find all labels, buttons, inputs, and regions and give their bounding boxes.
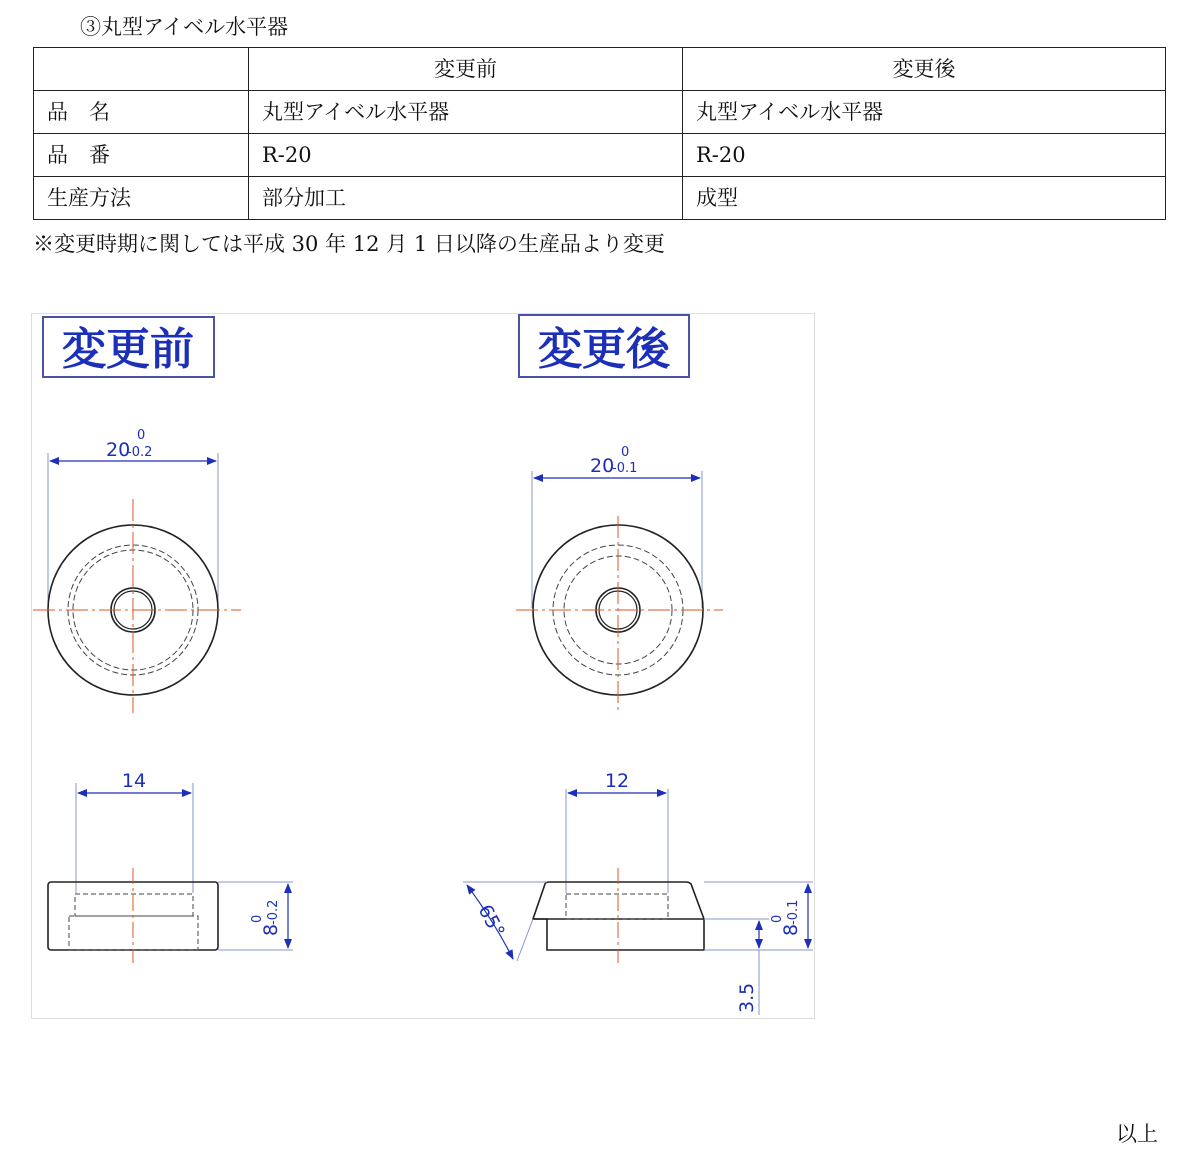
table-row (34, 91, 1166, 134)
row-before-value: 部分加工 (249, 177, 683, 220)
after-diameter-value: 20 (590, 455, 615, 477)
after-width-value: 12 (604, 770, 630, 792)
before-diameter-upper-tol: 0 (137, 428, 146, 443)
row-before-value: 丸型アイベル水平器 (249, 91, 683, 134)
after-height-value: 8 (780, 923, 802, 936)
after-height-upper-tol: 0 (770, 914, 785, 923)
after-diameter-lower-tol: -0.1 (612, 461, 638, 476)
after-angle-value: 65° (473, 901, 509, 942)
before-width-value: 14 (121, 770, 147, 792)
row-after-value: 成型 (683, 177, 1166, 220)
after-diameter-upper-tol: 0 (621, 445, 630, 460)
before-diameter-lower-tol: -0.2 (127, 445, 153, 460)
closing-mark: 以上 (1116, 1122, 1158, 1146)
spec-table (33, 47, 1166, 220)
after-height-lower-tol: -0.1 (786, 899, 801, 925)
row-label: 生産方法 (34, 177, 249, 220)
table-header-after: 変更後 (683, 48, 1166, 91)
before-diameter-value: 20 (106, 439, 131, 461)
row-before-value: R-20 (249, 134, 683, 177)
before-label: 変更前 (62, 324, 194, 375)
before-height-lower-tol: -0.2 (266, 899, 281, 925)
table-header-blank (34, 48, 249, 91)
row-after-value: R-20 (683, 134, 1166, 177)
section-heading: ③丸型アイベル水平器 (80, 15, 289, 39)
table-header-row (34, 48, 1166, 91)
table-row (34, 134, 1166, 177)
before-height-value: 8 (260, 923, 282, 936)
technical-drawing (31, 313, 815, 1019)
change-note: ※変更時期に関しては平成 30 年 12 月 1 日以降の生産品より変更 (33, 232, 665, 256)
after-base-height-value: 3.5 (736, 982, 758, 1013)
row-label: 品 名 (34, 91, 249, 134)
after-label: 変更後 (538, 324, 670, 375)
table-header-before: 変更前 (249, 48, 683, 91)
table-row (34, 177, 1166, 220)
before-height-upper-tol: 0 (250, 914, 265, 923)
row-after-value: 丸型アイベル水平器 (683, 91, 1166, 134)
row-label: 品 番 (34, 134, 249, 177)
